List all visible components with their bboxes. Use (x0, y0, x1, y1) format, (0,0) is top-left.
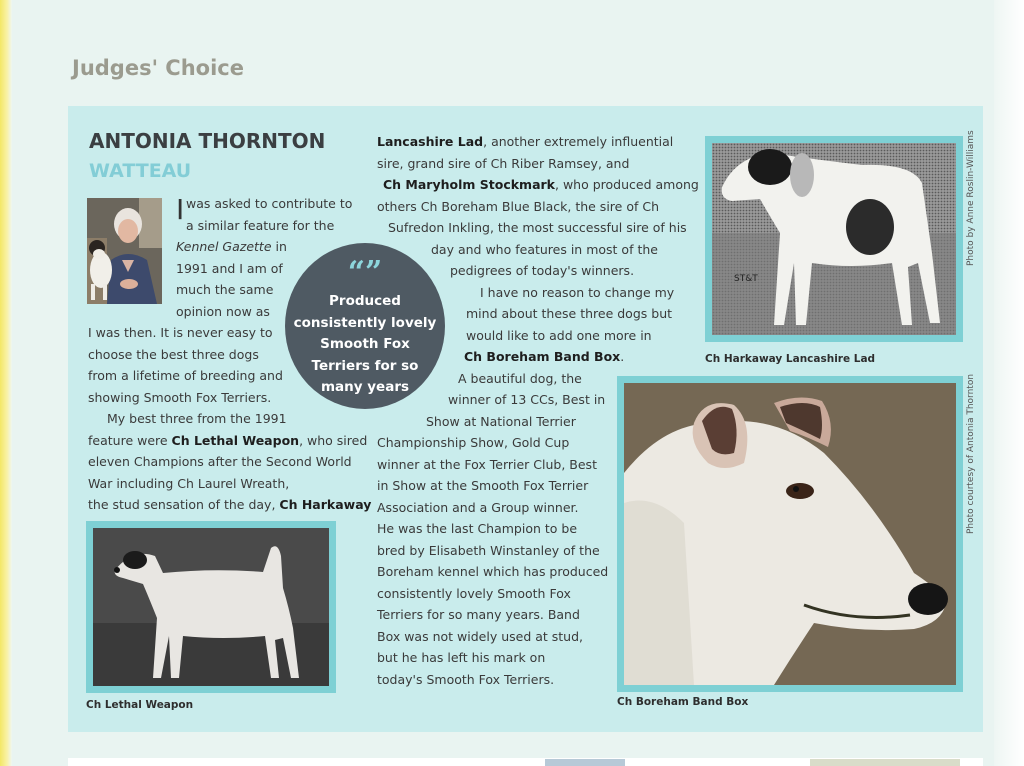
dog-name-highlight: Ch Harkaway (279, 497, 372, 512)
text-line (88, 494, 371, 516)
text-line: in Show at the Smooth Fox Terrier (377, 478, 589, 493)
next-page-fragment (545, 759, 625, 766)
text-line: winner at the Fox Terrier Club, Best (377, 456, 597, 472)
drop-cap: I (176, 193, 185, 226)
text-line: eleven Champions after the Second World (88, 454, 352, 469)
text-line: Association and a Group winner. (377, 499, 579, 515)
caption-band-box: Ch Boreham Band Box (617, 696, 749, 708)
text-line: Box was not widely used at stud, (377, 628, 583, 644)
dog-name-highlight: Ch Maryholm Stockmark (383, 177, 555, 192)
text-line: was asked to contribute to (186, 196, 353, 211)
text-line: bred by Elisabeth Winstanley of the (377, 542, 600, 558)
text-fragment: in (271, 239, 287, 254)
text-line: Terriers for so many years. Band (377, 607, 580, 622)
text-fragment: . (620, 349, 625, 364)
text-line: consistently lovely Smooth Fox (377, 585, 571, 601)
dog-name-highlight: Ch Lethal Weapon (171, 432, 300, 448)
text-line: I was then. It is never easy to (88, 325, 273, 340)
text-line: pedigrees of today's winners. (450, 263, 635, 278)
text-fragment: , who sired (299, 432, 368, 448)
text-fragment: , another extremely influential (483, 134, 674, 149)
text-line: Show at National Terrier (426, 413, 576, 429)
text-line: War including Ch Laurel Wreath, (88, 475, 290, 491)
text-line: mind about these three dogs but (466, 306, 673, 321)
author-name: ANTONIA THORNTON (89, 129, 326, 153)
next-page-fragment (810, 759, 960, 766)
dog-name-highlight: Lancashire Lad (377, 134, 484, 149)
text-line: A beautiful dog, the (458, 370, 582, 386)
text-fragment: the stud sensation of the day, (88, 497, 280, 512)
text-line: day and who features in most of the (431, 241, 658, 257)
text-line: Championship Show, Gold Cup (377, 435, 570, 450)
text-line: 1991 and I am of (176, 260, 283, 276)
pull-quote-text: Produced consistently lovely Smooth Fox Terriers for so many years (293, 293, 437, 395)
text-line: Sufredon Inkling, the most successful sire of his (388, 220, 687, 235)
text-line: I have no reason to change my (480, 284, 675, 300)
kennel-name: WATTEAU (89, 160, 192, 182)
text-line (88, 430, 371, 452)
boreham-band-box-painting (624, 383, 956, 685)
text-line: others Ch Boreham Blue Black, the sire of Ch (377, 198, 659, 214)
page-edge-left (0, 0, 12, 766)
dog-name-highlight: Ch Boreham Band Box (464, 349, 621, 364)
text-line: Boreham kennel which has produced (377, 564, 609, 579)
text-line (377, 174, 699, 196)
harkaway-photo (712, 143, 956, 335)
text-line: sire, grand sire of Ch Riber Ramsey, and (377, 155, 630, 171)
text-line: today's Smooth Fox Terriers. (377, 671, 555, 687)
text-line: He was the last Champion to be (377, 521, 578, 536)
caption-harkaway: Ch Harkaway Lancashire Lad (705, 353, 876, 365)
text-line: choose the best three dogs (88, 346, 259, 362)
text-fragment: feature were (88, 432, 172, 448)
author-portrait (87, 198, 162, 304)
quote-marks-icon: “” (347, 255, 383, 290)
text-line: showing Smooth Fox Terriers. (88, 389, 272, 405)
caption-lethal-weapon: Ch Lethal Weapon (86, 699, 194, 711)
publication-name: Kennel Gazette (176, 239, 272, 254)
text-line: winner of 13 CCs, Best in (448, 392, 606, 407)
text-fragment: , who produced among (555, 177, 699, 192)
page-edge-right (994, 0, 1024, 766)
text-line: but he has left his mark on (377, 650, 546, 665)
text-line: opinion now as (176, 303, 270, 319)
section-title: Judges' Choice (72, 56, 244, 80)
text-line: from a lifetime of breeding and (88, 368, 283, 383)
text-line: would like to add one more in (466, 327, 652, 343)
text-line: much the same (176, 282, 274, 297)
text-line (377, 131, 699, 153)
photo-credit-band-box: Photo courtesy of Antonia Thornton (966, 373, 976, 534)
text-line: a similar feature for the (186, 217, 335, 233)
photo-credit-harkaway: Photo by Anne Roslin-Williams (966, 130, 976, 266)
lethal-weapon-photo (93, 528, 329, 686)
photo-stamp: ST&T (734, 274, 758, 284)
text-line: My best three from the 1991 (107, 411, 287, 426)
